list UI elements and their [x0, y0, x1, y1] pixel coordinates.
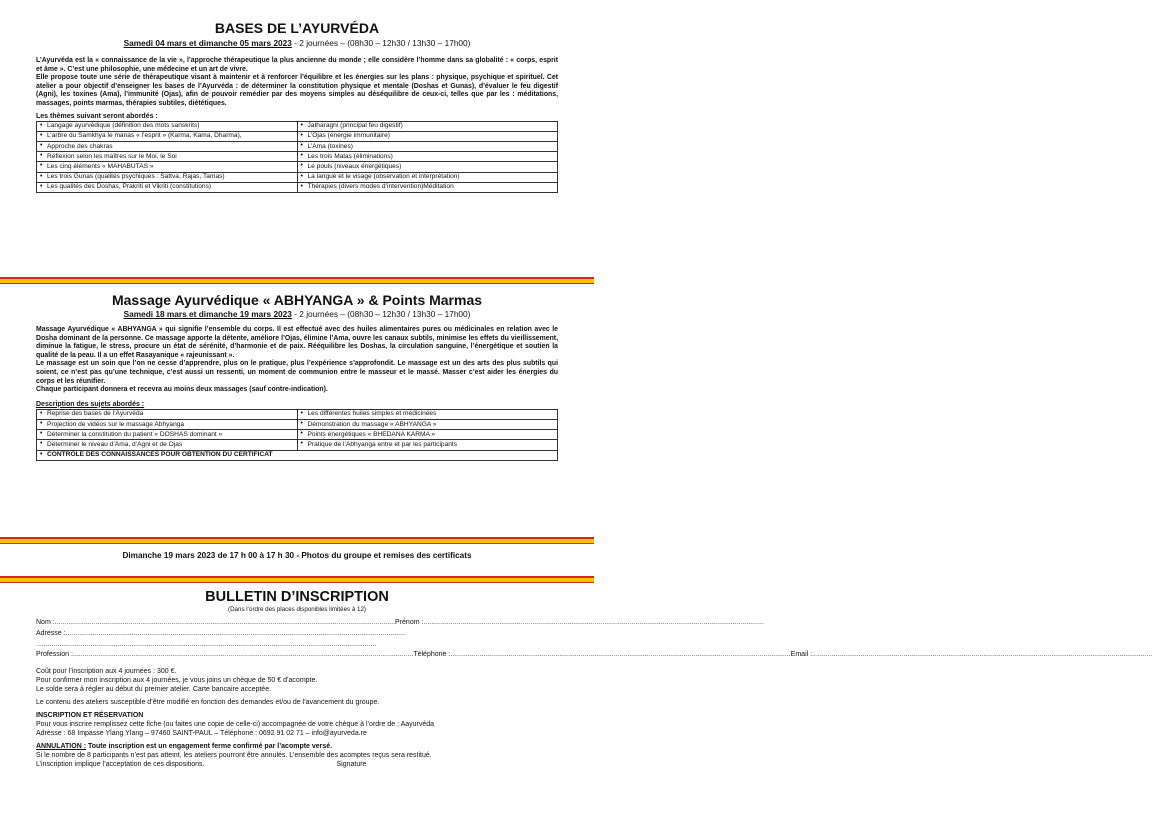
profession-label: Profession :: [36, 651, 73, 659]
subject-item: • Déterminer la constitution du patient « DOSHAS dominant »: [37, 430, 298, 440]
row-profession: [36, 650, 1152, 661]
theme-row: [37, 121, 558, 131]
subject-item-certificate: • CONTRÔLE DES CONNAISSANCES POUR OBTENTION DU CERTIFICAT: [37, 450, 558, 460]
adresse-field-2[interactable]: ...............................................................................................................................................................................: [36, 640, 377, 648]
theme-item: • Le pouls (niveaux énergétiques): [297, 162, 558, 172]
prenom-label: Prénom :: [395, 619, 424, 626]
email-label: Email :: [790, 651, 813, 659]
section1-date-rest: - 2 journées – (08h30 – 12h30 / 13h30 – 17h00): [291, 38, 471, 48]
adresse-field[interactable]: ...............................................................................................................................................................................: [65, 629, 406, 637]
bulletin-subtitle: (Dans l’ordre des places disponibles limitées à 12): [228, 606, 366, 613]
section-bulletin: [36, 589, 1152, 769]
bulletin-title: BULLETIN D’INSCRIPTION: [205, 589, 389, 605]
subject-item: • Reprise des bases de l’Ayurvéda: [37, 409, 298, 419]
theme-row: [37, 152, 558, 162]
subjects-heading: Description des sujets abordés :: [36, 400, 145, 408]
subject-row: [37, 409, 558, 419]
annulation-text: Toute inscription est un engagement ferme confirmé par l’acompte versé.: [86, 743, 333, 751]
inscription-heading: INSCRIPTION ET RÉSERVATION: [36, 712, 144, 720]
themes-heading: Les thèmes suivant seront abordés :: [36, 112, 158, 120]
annulation-line-3: [36, 760, 558, 769]
adresse-label: Adresse :: [36, 629, 66, 637]
theme-item: • Les trois Gunas (qualités psychiques : Sattva, Rajas, Tamas): [37, 172, 298, 182]
theme-row: [37, 131, 558, 141]
section2-date: Samedi 18 mars et dimanche 19 mars 2023: [123, 309, 292, 319]
theme-item: • Les trois Malas (éliminations): [297, 152, 558, 162]
confirm-line: Pour confirmer mon inscription aux 4 journées, je vous joins un chèque de 50 € d’acompte.: [36, 677, 318, 685]
theme-item: • L’arbre du Samkhya le manas « l’esprit » (Karma, Kama, Dharma),: [37, 131, 298, 141]
decorative-strip: [0, 576, 594, 583]
subject-item: • Projection de vidéos sur le massage Abhyanga: [37, 419, 298, 429]
section2-title: Massage Ayurvédique « ABHYANGA » & Points Marmas: [111, 292, 483, 308]
theme-item: • Les cinq éléments « MAHABUTAS »: [37, 162, 298, 172]
inscription-line-1: Pour vous inscrire remplissez cette fiche (ou faites une copie de celle-ci) accompagnée de votre chèque à l’ordre de : Aayurvéda: [36, 721, 435, 729]
section1-intro2: Elle propose toute une série de thérapeutique visant à maintenir et à renforcer l’équilibre et les énergies sur les plans : physique, psychique et spirituel. Cet atelier a pour objectif d’enseigner les bases de l’Ayurvéda : de déterminer la constitution physique et mentale (Doshas et Gunas), d’évaluer le feu digestif (Agni), les toxines (Ama), l’immunité (Ojas), afin de pouvoir remédier par des moyens simples au déséquilibre de ceux-ci, telles que par les : méditations, massages, points marmas, thérapies subtiles, diététiques.: [36, 74, 558, 107]
section2-dateline: [36, 309, 558, 320]
profession-field[interactable]: ...............................................................................................................................................................................: [72, 651, 414, 659]
theme-item: • Jatharagni (principal feu digestif): [297, 121, 558, 131]
contenu-line: Le contenu des ateliers susceptible d’être modifié en fonction des demandes et/ou de l’avancement du groupe.: [36, 699, 380, 707]
row-adresse: [36, 629, 558, 640]
inscription-line-2: Adresse : 68 Impasse Ylang Ylang – 97460 SAINT-PAUL – Téléphone : 0692 91 02 71 – info@ayurveda.re: [36, 730, 367, 738]
section2-paragraph-1: Massage Ayurvédique « ABHYANGA » qui signifie l’ensemble du corps. Il est effectué avec des huiles alimentaires pures ou médicinales en relation avec le Dosha dominant de la personne. Ce massage apporte la détente, améliore l’Ojas, élimine l’Ama, ouvre les canaux subtils, minimise les effets du vieillissement, diminue la fatigue, le stress, procure un état de sérénité, d’harmonie et de paix. Rééquilibre les Doshas, la circulation sanguine, l’énergétique et soutien la qualité de la peau. Il a un effet Rasayanique « rajeunissant ».: [36, 326, 558, 359]
theme-row: [37, 162, 558, 172]
section-abhyanga: [36, 292, 558, 461]
theme-item: • Les qualités des Doshas, Prakriti et Vikriti (constitutions): [37, 182, 298, 192]
themes-table: [36, 121, 558, 193]
theme-item: • Réflexion selon les maîtres sur le Moi, le Soi: [37, 152, 298, 162]
annulation-line: [36, 742, 558, 751]
decorative-strip: [0, 537, 594, 544]
section1-dateline: [36, 38, 558, 49]
subject-item: • Points énergétiques « BHEDANA KARMA »: [297, 430, 558, 440]
annulation-line-3-text: L’inscription implique l’acceptation de ces dispositions.: [36, 761, 205, 769]
theme-row: [37, 141, 558, 151]
subject-row: [37, 419, 558, 429]
section2-paragraph-3: Chaque participant donnera et recevra au moins deux massages (sauf contre-indication).: [36, 386, 328, 394]
decorative-strip: [0, 277, 594, 284]
subject-item: • Déterminer le niveau d’Ama, d’Agni et de Ojas: [37, 440, 298, 450]
subject-row: [37, 430, 558, 440]
nom-field[interactable]: ...............................................................................................................................................................................: [54, 619, 396, 626]
subject-item: • Les différentes huiles simples et médicinées: [297, 409, 558, 419]
certificates-line: Dimanche 19 mars 2023 de 17 h 00 à 17 h 30 - Photos du groupe et remises des certificats: [122, 551, 472, 560]
section-certificates: [36, 551, 558, 560]
theme-row: [37, 182, 558, 192]
theme-item: • Approche des chakras: [37, 141, 298, 151]
theme-row: [37, 172, 558, 182]
subject-item: • Pratique de l’Abhyanga entre et par les participants: [297, 440, 558, 450]
section1-intro: L’Ayurvéda est la « connaissance de la vie », l’approche thérapeutique la plus ancienne du monde ; elle considère l’homme dans sa globalité : « corps, esprit et âme ». C’est une philosophie, une médecine et un art de vivre.: [36, 57, 558, 73]
signature-label: Signature: [336, 761, 367, 769]
prenom-field[interactable]: ...............................................................................................................................................................................: [423, 619, 764, 626]
registration-form: [36, 618, 1152, 661]
telephone-field[interactable]: ...............................................................................................................................................................................: [450, 651, 791, 659]
subject-row: [37, 440, 558, 450]
section1-date: Samedi 04 mars et dimanche 05 mars 2023: [123, 38, 292, 48]
section1-title: BASES DE L’AYURVÉDA: [214, 20, 380, 36]
theme-item: • Thérapies (divers modes d’intervention)Méditation: [297, 182, 558, 192]
section-bases-ayurveda: [36, 20, 558, 193]
nom-label: Nom :: [36, 619, 55, 626]
theme-item: • L’Ama (toxines): [297, 141, 558, 151]
row-nom-prenom: [36, 618, 764, 629]
theme-item: • Langage ayurvédique (définition des mots sanskrits): [37, 121, 298, 131]
row-adresse-continued: [36, 640, 558, 651]
subject-item: • Démonstration du massage « ABHYANGA »: [297, 419, 558, 429]
solde-line: Le solde sera à régler au début du premier atelier. Carte bancaire acceptée.: [36, 686, 272, 694]
cout-line: Coût pour l’inscription aux 4 journées : 300 €.: [36, 668, 177, 676]
annulation-line-2: Si le nombre de 8 participants n’est pas atteint, les ateliers pourront être annulés. L’ensemble des acomptes reçus sera restitué.: [36, 752, 432, 760]
section2-date-rest: - 2 journées – (08h30 – 12h30 / 13h30 – 17h00): [291, 309, 471, 319]
section2-paragraph-2: Le massage est un soin que l’on ne cesse d’apprendre, plus on le pratique, plus l’expérience s’approfondit. Le massage est un des arts des plus subtils qui soient, ce n’est pas qu’une technique, c’est aussi un ressenti, un moment de communion entre le masseur et le massé. Masser c’est aider les énergies du corps et les réunifier.: [36, 360, 558, 385]
subject-row: [37, 450, 558, 460]
telephone-label: Téléphone :: [413, 651, 451, 659]
theme-item: • L’Ojas (énergie immunitaire): [297, 131, 558, 141]
email-field[interactable]: ...............................................................................................................................................................................: [812, 651, 1152, 659]
annulation-label: ANNULATION :: [36, 743, 87, 751]
subjects-table: [36, 409, 558, 461]
theme-item: • La langue et le visage (observation et interprétation): [297, 172, 558, 182]
